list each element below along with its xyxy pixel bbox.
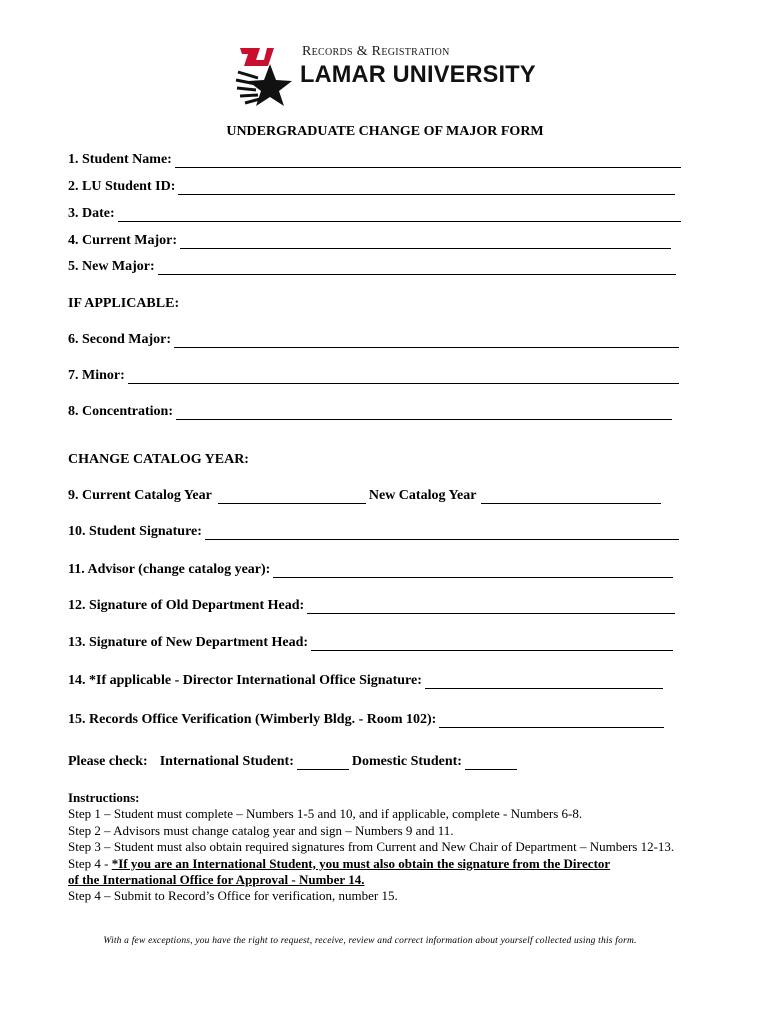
current-catalog-label: 9. Current Catalog Year [68, 488, 212, 503]
field-label: 7. Minor: [68, 368, 125, 383]
lamar-university-logo-icon [234, 44, 294, 106]
field-label: 13. Signature of New Department Head: [68, 635, 309, 650]
instructions-block [68, 790, 748, 905]
second-major-field [68, 332, 679, 348]
old-dept-head-signature-field [68, 598, 675, 614]
logo-university-text: LAMAR UNIVERSITY [300, 61, 536, 88]
instruction-step-4a [68, 856, 748, 872]
student-signature-field [68, 524, 679, 540]
international-student-checkbox[interactable] [297, 756, 349, 770]
domestic-student-label: Domestic Student: [351, 754, 462, 769]
instruction-step-1: Step 1 – Student must complete – Numbers 1-5 and 10, and if applicable, complete - Numbers 6-8. [68, 806, 583, 822]
step-4a-emphasis: *If you are an International Student, you must also obtain the signature from the Director [111, 855, 611, 871]
catalog-year-row [68, 488, 661, 504]
field-label: 14. *If applicable - Director International Office Signature: [68, 673, 422, 688]
new-major-input[interactable] [158, 261, 676, 275]
instruction-step-2: Step 2 – Advisors must change catalog year and sign – Numbers 9 and 11. [68, 822, 454, 838]
if-applicable-heading: IF APPLICABLE: [68, 296, 180, 311]
new-dept-head-signature-input[interactable] [311, 637, 673, 651]
minor-field [68, 368, 679, 384]
new-catalog-label: New Catalog Year [368, 488, 477, 503]
minor-input[interactable] [128, 370, 679, 384]
international-office-signature-field [68, 673, 663, 689]
advisor-signature-field [68, 562, 673, 578]
field-label: 10. Student Signature: [68, 524, 202, 539]
student-id-input[interactable] [178, 181, 675, 195]
field-label: 4. Current Major: [68, 233, 177, 248]
please-check-label: Please check: [68, 754, 148, 769]
field-label: 11. Advisor (change catalog year): [68, 562, 271, 577]
advisor-signature-input[interactable] [273, 564, 673, 578]
field-label: 2. LU Student ID: [68, 179, 176, 194]
student-signature-input[interactable] [205, 526, 679, 540]
field-label: 8. Concentration: [68, 404, 173, 419]
new-dept-head-signature-field [68, 635, 673, 651]
new-major-field [68, 259, 676, 275]
logo-department-text [302, 44, 450, 60]
privacy-notice: With a few exceptions, you have the right to request, receive, review and correct information about yourself collected using this form. [103, 936, 637, 946]
student-type-row [68, 754, 517, 770]
second-major-input[interactable] [174, 334, 679, 348]
field-label: 3. Date: [68, 206, 115, 221]
records-office-verification-field [68, 712, 664, 728]
international-student-label: International Student: [159, 754, 294, 769]
catalog-heading: CHANGE CATALOG YEAR: [68, 452, 249, 467]
field-label: 1. Student Name: [68, 152, 172, 167]
student-name-field [68, 152, 681, 168]
dept-line: Records & Registration [302, 44, 450, 59]
date-field [68, 206, 681, 222]
student-id-field [68, 179, 675, 195]
current-catalog-input[interactable] [218, 490, 366, 504]
field-label: 6. Second Major: [68, 332, 172, 347]
current-major-field [68, 233, 671, 249]
field-label: 15. Records Office Verification (Wimberly Bldg. - Room 102): [68, 712, 437, 727]
new-catalog-input[interactable] [481, 490, 661, 504]
form-title: UNDERGRADUATE CHANGE OF MAJOR FORM [226, 124, 544, 139]
instructions-heading: Instructions: [68, 790, 140, 805]
current-major-input[interactable] [180, 235, 671, 249]
instruction-step-4b: Step 4 – Submit to Record’s Office for verification, number 15. [68, 888, 398, 904]
student-name-input[interactable] [175, 154, 681, 168]
date-input[interactable] [118, 208, 681, 222]
domestic-student-checkbox[interactable] [465, 756, 517, 770]
instruction-step-3: Step 3 – Student must also obtain required signatures from Current and New Chair of Department – Numbers 12-13. [68, 839, 675, 855]
international-office-signature-input[interactable] [425, 675, 663, 689]
field-label: 5. New Major: [68, 259, 155, 274]
old-dept-head-signature-input[interactable] [307, 600, 675, 614]
concentration-field [68, 404, 672, 420]
concentration-input[interactable] [176, 406, 672, 420]
records-office-verification-input[interactable] [439, 714, 664, 728]
field-label: 12. Signature of Old Department Head: [68, 598, 305, 613]
step-4a-emphasis-line-2: of the International Office for Approval - Number 14. [68, 872, 365, 888]
step-4a-prefix: Step 4 - [68, 855, 112, 871]
